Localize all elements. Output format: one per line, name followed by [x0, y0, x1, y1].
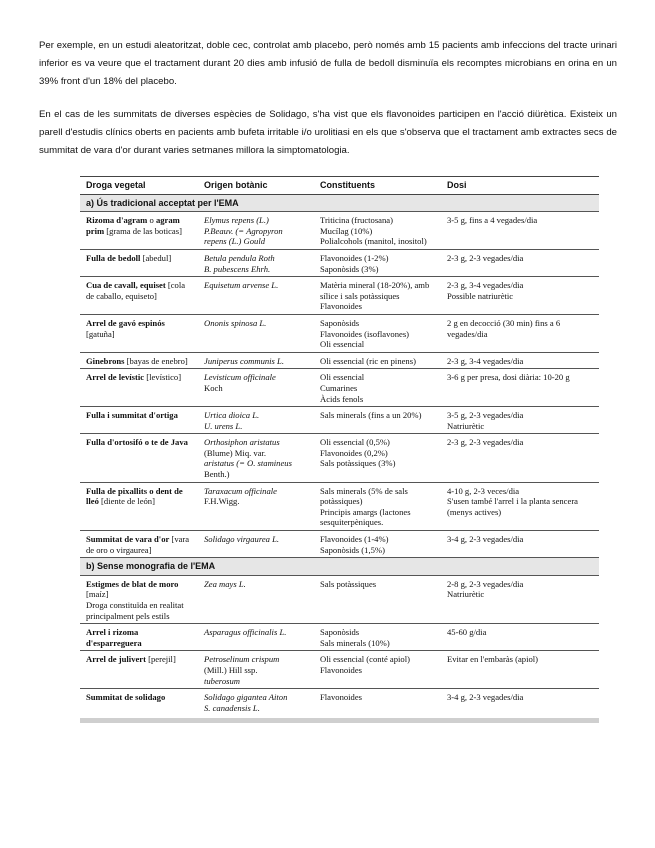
dose-cell — [441, 651, 599, 689]
drug-cell — [80, 212, 198, 250]
diuretic-plants-table — [80, 176, 599, 723]
table-row — [80, 314, 599, 352]
drug-name: Ginebrons — [86, 355, 125, 366]
origin-cell — [198, 369, 314, 407]
drug-name: Arrel de julivert — [86, 654, 146, 665]
drug-cell — [80, 531, 198, 558]
origin-cell — [198, 531, 314, 558]
drug-cell — [80, 249, 198, 276]
origin-cell — [198, 212, 314, 250]
solidago-paragraph: En el cas de les summitats de diverses espècies de Solidago, s'ha vist que els flavonoides participen en l'acció diürètica. Existeix un parell d'estudis clínics oberts en pacients amb bufeta irritable i/o urolitiasi en els que s'observa que el tractament amb extractes secs de summitat de vara d'or durant varies setmanes millora la simptomatologia. — [39, 109, 617, 156]
origin-line: Petroselinum crispum — [204, 654, 280, 665]
constituent-line: Saponòsids — [320, 627, 360, 638]
drug-name: Summitat de solidago — [86, 692, 166, 703]
dose-line: S'usen també l'arrel i la planta sencera (menys actives) — [447, 496, 578, 517]
origin-cell — [198, 575, 314, 623]
dose-cell — [441, 482, 599, 530]
dose-line: 2-3 g, 3-4 vegades/dia — [447, 280, 524, 291]
dose-cell — [441, 212, 599, 250]
constituents-cell — [314, 651, 441, 689]
origin-line: Benth.) — [204, 469, 230, 480]
constituents-cell — [314, 531, 441, 558]
origin-line: Taraxacum officinale — [204, 485, 277, 496]
origin-cell — [198, 249, 314, 276]
constituent-line: Flavonoides (isoflavones) — [320, 328, 410, 339]
dose-line: Natriurètic — [447, 589, 485, 600]
origin-cell — [198, 689, 314, 721]
dose-line: 3-6 g per presa, dosi diària: 10-20 g — [447, 372, 570, 383]
origin-cell — [198, 434, 314, 482]
table-row — [80, 434, 599, 482]
drug-common-name: [gatuña] — [86, 328, 115, 339]
constituent-line: Polialcohols (manitol, inositol) — [320, 236, 427, 247]
constituents-cell — [314, 689, 441, 721]
origin-cell — [198, 624, 314, 651]
constituent-line: Oli essencial (conté apiol) — [320, 654, 410, 665]
constituent-line: Flavonoides — [320, 692, 363, 703]
drug-name: Fulla i summitat d'ortiga — [86, 410, 178, 421]
origin-line: P.Beauv. (= Agropyron — [204, 225, 283, 236]
origin-line: Elymus repens (L.) — [204, 215, 269, 226]
table-row — [80, 249, 599, 276]
dose-line: 2-3 g, 2-3 vegades/dia — [447, 437, 524, 448]
constituents-cell — [314, 314, 441, 352]
origin-cell — [198, 651, 314, 689]
origin-cell — [198, 407, 314, 434]
header-drug: Droga vegetal — [80, 177, 198, 195]
drug-name: Summitat de vara d'or — [86, 534, 170, 545]
table-body — [80, 194, 599, 721]
constituent-line: Triticina (fructosana) — [320, 215, 393, 226]
dose-line: 2-3 g, 3-4 vegades/dia — [447, 355, 524, 366]
header-dose: Dosi — [441, 177, 599, 195]
constituents-cell — [314, 482, 441, 530]
drug-name: Fulla de pixallits o dent de lleó — [86, 485, 183, 507]
drug-name-alt: agram prim — [86, 215, 180, 236]
drug-common-name: [vara de oro o virgaurea] — [86, 534, 190, 555]
drug-cell — [80, 624, 198, 651]
dose-line: Natriurètic — [447, 420, 485, 431]
header-constituents: Constituents — [314, 177, 441, 195]
drug-cell — [80, 277, 198, 315]
constituent-line: Flavonoides (1-2%) — [320, 252, 389, 263]
dose-line: Possible natriurètic — [447, 290, 514, 301]
dose-cell — [441, 369, 599, 407]
constituent-line: Cumarines — [320, 382, 358, 393]
drug-common-name: [diente de león] — [98, 496, 155, 507]
origin-line: aristatus (= O. stamineus — [204, 458, 292, 469]
dose-line: Evitar en l'embaràs (apiol) — [447, 654, 539, 665]
origin-line: tuberosum — [204, 675, 240, 686]
constituent-line: Saponòsids (3%) — [320, 263, 379, 274]
drug-cell — [80, 434, 198, 482]
origin-cell — [198, 352, 314, 369]
table-row — [80, 352, 599, 369]
drug-cell — [80, 575, 198, 623]
dose-line: 3-4 g, 2-3 vegades/dia — [447, 534, 524, 545]
origin-line: Zea mays L. — [204, 578, 246, 589]
table-header-row — [80, 177, 599, 195]
constituent-line: Sals potàssiques — [320, 578, 377, 589]
constituent-line: Flavonoides (0,2%) — [320, 447, 388, 458]
constituent-line: Mucílag (10%) — [320, 225, 373, 236]
constituent-line: Principis amargs (lactones sesquiterpèniques. — [320, 506, 411, 528]
constituent-line: Saponòsids (1,5%) — [320, 544, 385, 555]
section-title: b) Sense monografia de l'EMA — [80, 558, 599, 576]
origin-line: (Mill.) Hill ssp. — [204, 664, 258, 675]
drug-common-name: [abedul] — [140, 252, 172, 263]
dose-cell — [441, 407, 599, 434]
constituent-line: Flavonoides — [320, 664, 363, 675]
constituent-line: Flavonoides — [320, 301, 363, 312]
drug-cell — [80, 314, 198, 352]
dose-cell — [441, 575, 599, 623]
drug-name: Arrel de levístic — [86, 372, 145, 383]
dose-line: 3-5 g, 2-3 vegades/dia — [447, 410, 524, 421]
constituent-line: Oli essencial — [320, 339, 365, 350]
constituents-cell — [314, 434, 441, 482]
dose-cell — [441, 624, 599, 651]
drug-common-name: [bayas de enebro] — [124, 355, 188, 366]
drug-common-name: [maíz] — [86, 589, 109, 600]
origin-line: Juniperus communis L. — [204, 355, 284, 366]
drug-common-name-alt: [grama de las boticas] — [104, 225, 182, 236]
origin-line: U. urens L. — [204, 420, 243, 431]
drug-common-name: [perejil] — [145, 654, 176, 665]
table-row — [80, 369, 599, 407]
header-origin: Origen botànic — [198, 177, 314, 195]
table-row — [80, 575, 599, 623]
origin-line: Urtica dioica L. — [204, 410, 260, 421]
drug-name: Estigmes de blat de moro — [86, 578, 179, 589]
table-row — [80, 212, 599, 250]
origin-line: S. canadensis L. — [204, 702, 260, 713]
drug-cell — [80, 482, 198, 530]
origin-line: Solidago virgaurea L. — [204, 534, 280, 545]
origin-line: B. pubescens Ehrh. — [204, 263, 271, 274]
section-row — [80, 558, 599, 576]
origin-line: Asparagus officinalis L. — [204, 627, 287, 638]
dose-line: 2 g en decocció (30 min) fins a 6 vegades/dia — [447, 317, 561, 339]
table-row — [80, 531, 599, 558]
origin-cell — [198, 482, 314, 530]
drug-cell — [80, 651, 198, 689]
table-row — [80, 482, 599, 530]
constituents-cell — [314, 352, 441, 369]
dose-cell — [441, 352, 599, 369]
dose-line: 4-10 g, 2-3 veces/dia — [447, 485, 520, 496]
origin-line: Betula pendula Roth — [204, 252, 275, 263]
table-row — [80, 689, 599, 721]
dose-line: 45-60 g/dia — [447, 627, 487, 638]
drug-common-name: [cola de caballo, equiseto] — [86, 280, 186, 301]
origin-cell — [198, 277, 314, 315]
constituents-cell — [314, 624, 441, 651]
dose-line: 3-4 g, 2-3 vegades/dia — [447, 692, 524, 703]
constituent-line: Flavonoides (1-4%) — [320, 534, 389, 545]
table-row — [80, 651, 599, 689]
origin-line: Orthosiphon aristatus — [204, 437, 280, 448]
drug-cell — [80, 689, 198, 721]
dose-line: 3-5 g, fins a 4 vegades/dia — [447, 215, 538, 226]
origin-line: F.H.Wigg. — [204, 496, 240, 507]
drug-cell — [80, 352, 198, 369]
intro-paragraph: Per exemple, en un estudi aleatoritzat, doble cec, controlat amb placebo, però només amb 15 pacients amb infeccions del tracte urinari inferior es va veure que el tractament durant 20 dies amb infusió de fulla de bedoll disminuïa els recomptes microbians en orina en un 39% front d'un 18% del placebo. — [39, 40, 617, 87]
constituents-cell — [314, 369, 441, 407]
dose-line: 2-3 g, 2-3 vegades/dia — [447, 252, 524, 263]
constituents-cell — [314, 249, 441, 276]
drug-cell — [80, 369, 198, 407]
dose-cell — [441, 689, 599, 721]
drug-common-name: [levístico] — [144, 372, 182, 383]
origin-line: Ononis spinosa L. — [204, 317, 267, 328]
origin-line: Solidago gigantea Aiton — [204, 692, 288, 703]
origin-line: Equisetum arvense L. — [204, 280, 279, 291]
constituent-line: Matèria mineral (18-20%), amb sílice i sals potàssiques — [320, 280, 430, 301]
constituent-line: Oli essencial (ric en pinens) — [320, 355, 416, 366]
constituent-line: Sals potàssiques (3%) — [320, 458, 396, 469]
constituents-cell — [314, 575, 441, 623]
drug-cell — [80, 407, 198, 434]
dose-cell — [441, 277, 599, 315]
drug-note: Droga constituïda en realitat principalment pels estils — [86, 600, 184, 621]
section-title: a) Ús tradicional acceptat per l'EMA — [80, 194, 599, 212]
drug-name: Fulla d'ortosifó o te de Java — [86, 437, 188, 448]
drug-name: Arrel i rizoma d'esparreguera — [86, 627, 142, 648]
origin-cell — [198, 314, 314, 352]
origin-line: (Blume) Miq. var. — [204, 447, 267, 458]
dose-line: 2-8 g, 2-3 vegades/dia — [447, 578, 524, 589]
constituents-cell — [314, 212, 441, 250]
constituent-line: Sals minerals (fins a un 20%) — [320, 410, 422, 421]
constituent-line: Àcids fenols — [320, 393, 364, 404]
constituent-line: Oli essencial — [320, 372, 365, 383]
drug-name: Arrel de gavó espinós — [86, 317, 165, 328]
table-row — [80, 624, 599, 651]
origin-line: Koch — [204, 382, 223, 393]
drug-name: Cua de cavall, equiset — [86, 280, 166, 291]
constituent-line: Sals minerals (5% de sals potàssiques) — [320, 485, 408, 507]
constituent-line: Oli essencial (0,5%) — [320, 437, 390, 448]
origin-line: repens (L.) Gould — [204, 236, 266, 247]
origin-line: Levisticum officinale — [204, 372, 276, 383]
constituent-line: Saponòsids — [320, 317, 360, 328]
dose-cell — [441, 434, 599, 482]
dose-cell — [441, 314, 599, 352]
dose-cell — [441, 249, 599, 276]
table-row — [80, 407, 599, 434]
table-row — [80, 277, 599, 315]
constituents-cell — [314, 277, 441, 315]
drug-common-name: o — [147, 215, 154, 226]
drug-name: Fulla de bedoll — [86, 252, 141, 263]
constituent-line: Sals minerals (10%) — [320, 637, 390, 648]
section-row — [80, 194, 599, 212]
dose-cell — [441, 531, 599, 558]
constituents-cell — [314, 407, 441, 434]
drug-name: Rizoma d'agram — [86, 215, 148, 226]
